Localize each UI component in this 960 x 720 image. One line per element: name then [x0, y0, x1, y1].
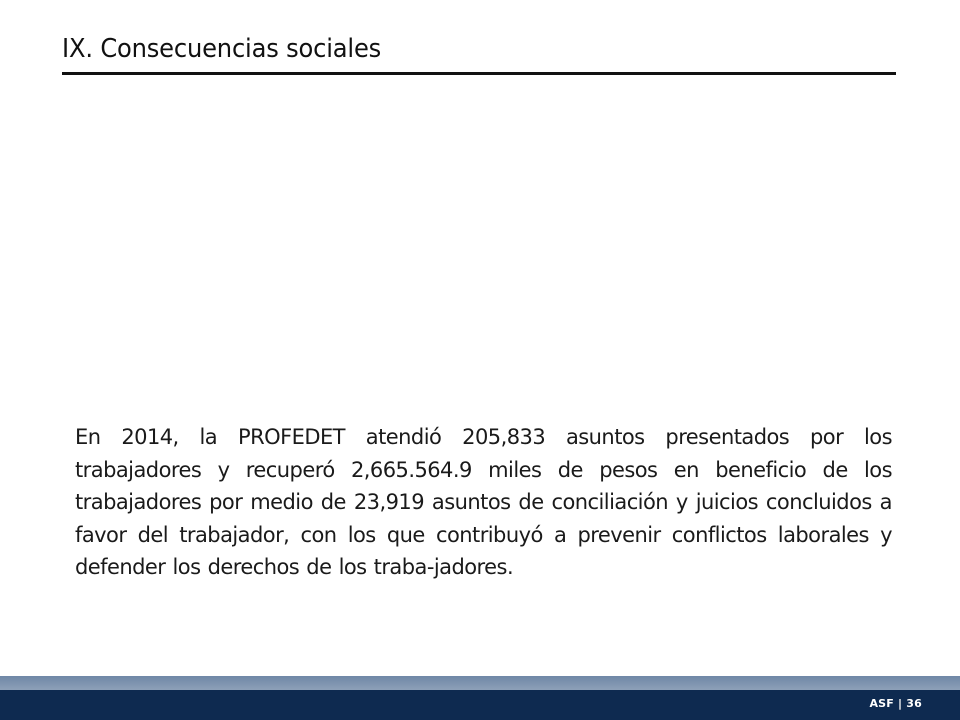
slide-title: IX. Consecuencias sociales [62, 34, 382, 64]
title-underline [62, 72, 896, 75]
footer-band-light [0, 676, 960, 690]
body-paragraph: En 2014, la PROFEDET atendió 205,833 asuntos presentados por los trabajadores y recuperó 2,665.564.9 miles de pesos en beneficio de los trabajadores por medio de 23,919 asuntos de conciliación y juicios concluidos a favor del trabajador, con los que contribuyó a prevenir conflictos laborales y defender los derechos de los traba-jadores. [75, 425, 892, 579]
footer-band-dark [0, 690, 960, 720]
footer-page-label: ASF | 36 [869, 697, 922, 710]
